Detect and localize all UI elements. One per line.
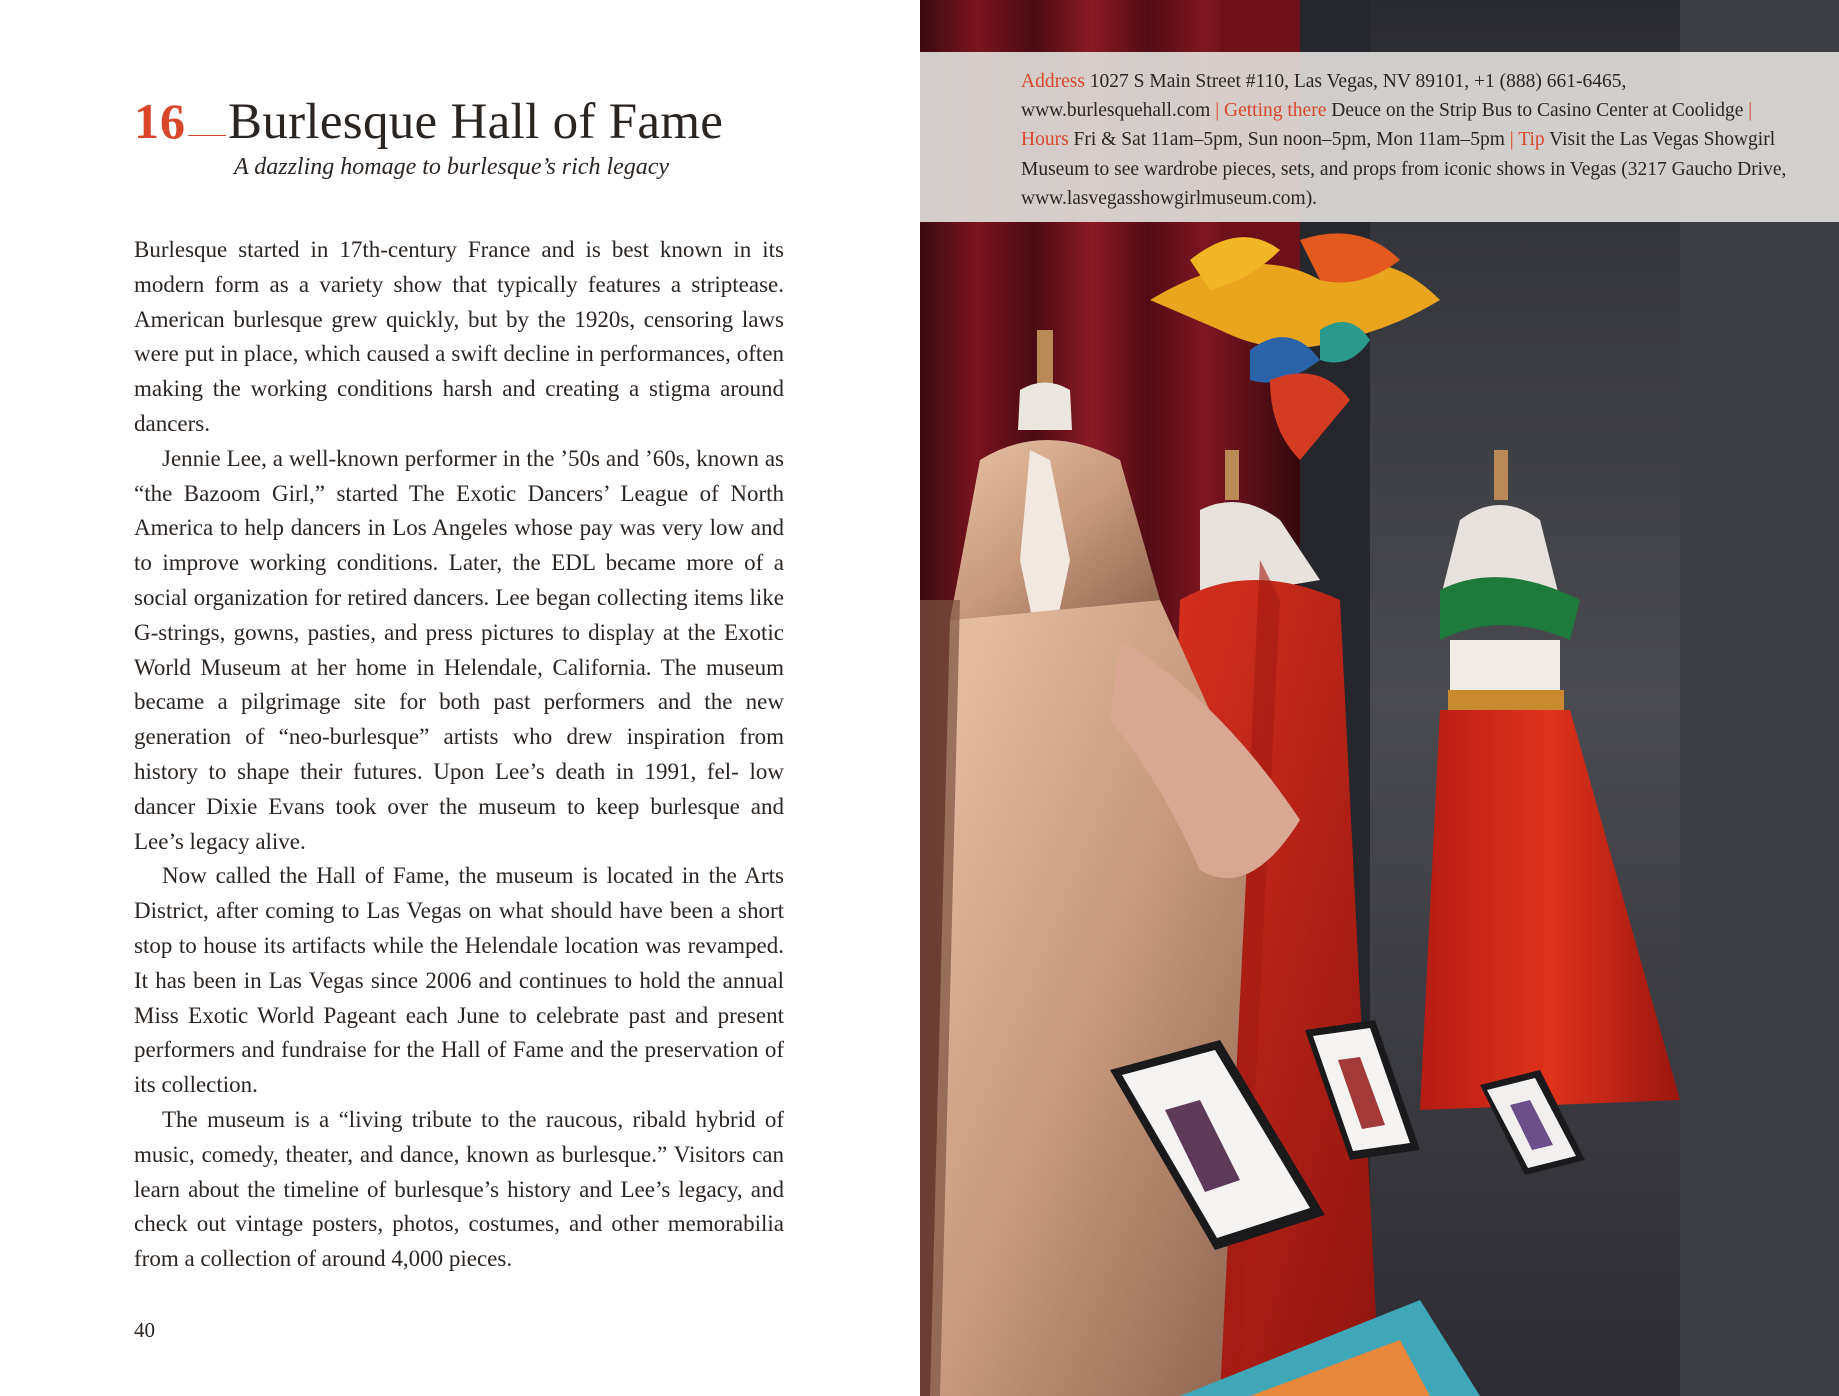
getting-there-label: Getting there xyxy=(1224,100,1327,122)
info-box xyxy=(920,52,1839,222)
info-separator: | xyxy=(1509,129,1514,151)
chapter-number: 16 xyxy=(134,93,186,149)
body-paragraph: Now called the Hall of Fame, the museum is located in the Arts District, after coming to Las Vegas on what should have been a short stop to house its artifacts while the Helendale location was revamped. It has been in Las Vegas since 2006 and continues to hold the annual Miss Exotic World Pageant each June to celebrate past and present performers and fundraise for the Hall of Fame and the preservation of its collection. xyxy=(134,863,784,1098)
address-value: 1027 S Main Street #110, Las Vegas, NV 89101, +1 (888) 661-6465, www.burlesquehall.com xyxy=(1021,71,1627,122)
address-label: Address xyxy=(1021,71,1085,92)
chapter-subtitle: A dazzling homage to burlesque’s rich legacy xyxy=(234,154,670,180)
chapter-heading xyxy=(134,92,794,151)
hours-label: Hours xyxy=(1021,129,1069,151)
hours-value: Fri & Sat 11am–5pm, Sun noon–5pm, Mon 11am–5pm xyxy=(1073,129,1505,151)
page-number: 40 xyxy=(134,1318,155,1342)
chapter-separator xyxy=(188,135,226,136)
tip-value: Visit the Las Vegas Showgirl Museum to see wardrobe pieces, sets, and props from iconic shows in Vegas (3217 Gaucho Drive, www.lasvegasshowgirlmuseum.com). xyxy=(1021,129,1787,209)
info-separator: | xyxy=(1215,100,1220,122)
getting-there-value: Deuce on the Strip Bus to Casino Center at Coolidge xyxy=(1331,100,1744,122)
body-text xyxy=(134,233,784,1277)
info-separator: | xyxy=(1748,100,1753,122)
right-page xyxy=(920,0,1839,1396)
body-paragraph: Jennie Lee, a well-known performer in the ’50s and ’60s, known as “the Bazoom Girl,” started The Exotic Dancers’ League of North America to help dancers in Los Angeles whose pay was very low and to improve working conditions. Later, the EDL became more of a social organization for retired dancers. Lee began collecting items like G-strings, gowns, pasties, and press pictures to display at the Exotic World Museum at her home in Helendale, California. The museum became a pilgrimage site for both past performers and the new generation of “neo-burlesque” artists who drew inspiration from history to shape their futures. Upon Lee’s death in 1991, fel- low dancer Dixie Evans took over the museum to keep burlesque and Lee’s legacy alive. xyxy=(134,445,784,854)
tip-label: Tip xyxy=(1518,129,1545,151)
body-paragraph: The museum is a “living tribute to the raucous, ribald hybrid of music, comedy, theater, and dance, known as burlesque.” Visitors can learn about the timeline of burlesque’s history and Lee’s legacy, and check out vintage posters, photos, costumes, and other memorabilia from a collection of around 4,000 pieces. xyxy=(134,1106,784,1272)
body-paragraph: Burlesque started in 17th-century France and is best known in its modern form as a variety show that typically features a striptease. American burlesque grew quickly, but by the 1920s, censoring laws were put in place, which caused a swift decline in performances, often making the working conditions harsh and creating a stigma around dancers. xyxy=(134,237,784,436)
chapter-title: Burlesque Hall of Fame xyxy=(228,94,724,150)
